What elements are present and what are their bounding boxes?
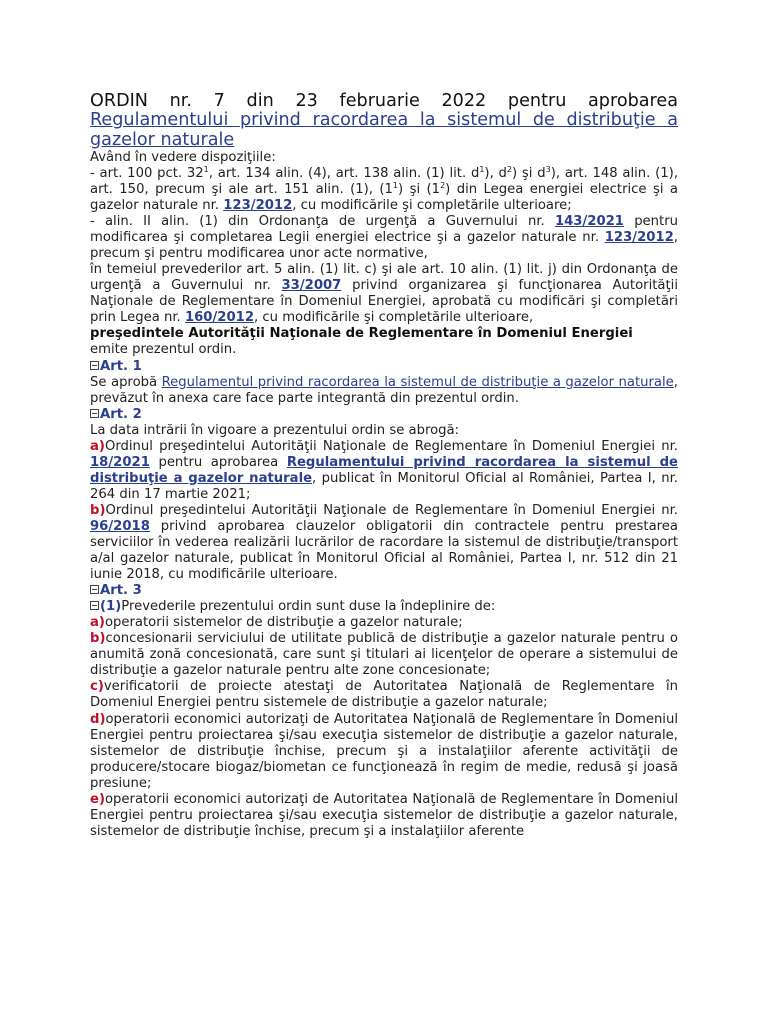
text-run: - alin. II alin. (1) din Ordonanţa de urgenţă a Guvernului nr. <box>90 214 555 230</box>
text-run: ) din Legea energiei electrice şi a gazelor naturale nr. <box>90 181 678 214</box>
issuer-line: preşedintele Autorităţii Naţionale de Reglementare în Domeniul Energiei <box>90 326 633 342</box>
article-2-item-a <box>90 439 678 503</box>
article-3-item <box>90 615 678 631</box>
text-run: , cu modificările şi completările ulterioare; <box>292 198 572 214</box>
document-body <box>90 92 678 840</box>
text-run: în temeiul prevederilor art. 5 alin. (1) lit. c) şi ale art. 10 alin. (1) lit. j) din Ordonanţa de urgenţă a Guvernului nr. <box>90 262 678 294</box>
law-160-2012-link[interactable]: 160/2012 <box>184 310 255 326</box>
law-123-2012-link[interactable]: 123/2012 <box>604 230 674 246</box>
title-main: ORDIN nr. 7 din 23 februarie 2022 pentru aprobarea <box>90 91 678 111</box>
law-123-2012-link[interactable]: 123/2012 <box>223 198 293 214</box>
article-3-item <box>90 792 678 840</box>
collapse-icon[interactable] <box>90 361 99 370</box>
item-letter: a) <box>90 438 105 454</box>
article-2-intro: La data intrării în vigoare a prezentului ordin se abrogă: <box>90 422 460 438</box>
preamble-paragraph-1 <box>90 166 678 214</box>
text-run: pentru modificarea şi completarea Legii energiei electrice şi a gazelor naturale nr. <box>90 214 678 246</box>
text-run: Ordinul preşedintelui Autorităţii Naţionale de Reglementare în Domeniul Energiei nr. <box>104 438 678 454</box>
superscript: 1 <box>479 164 485 174</box>
text-run: pentru aprobarea <box>149 454 287 470</box>
collapse-icon[interactable] <box>90 585 99 594</box>
text-run: privind aprobarea clauzelor obligatorii din contractele pentru prestarea serviciilor în vederea realizării lucrărilor de racordare la sistemul de distribuţie/transport a/al gazelor naturale, publicat în Monitorul Oficial al României, Partea I, nr. 512 din 21 iunie 2018, cu modificările ulterioare. <box>90 518 678 583</box>
text-run: ), art. 148 alin. (1), art. 150, precum şi ale art. 151 alin. (1), (1 <box>90 165 679 197</box>
article-3-heading <box>90 583 678 599</box>
order-18-2021-link[interactable]: 18/2021 <box>90 454 150 470</box>
article-3-item <box>90 631 678 679</box>
superscript: 2 <box>440 180 446 190</box>
superscript: 3 <box>545 164 551 174</box>
article-1-heading <box>90 359 678 375</box>
title-regulation-link[interactable]: Regulamentului privind racordarea la sistemul de distribuţie a gazelor naturale <box>90 110 678 150</box>
ordinance-33-2007-link[interactable]: 33/2007 <box>281 278 342 294</box>
text-run: , prevăzut în anexa care face parte integrantă din prezentul ordin. <box>90 374 678 406</box>
text-run: Ordinul preşedintelui Autorităţii Naţionale de Reglementare în Domeniul Energiei nr. <box>105 502 678 518</box>
text-run: , precum şi pentru modificarea unor acte normative, <box>90 230 678 262</box>
item-letter: c) <box>90 679 104 695</box>
item-letter: b) <box>90 631 106 647</box>
text-run: Se aprobă <box>90 374 162 390</box>
article-2-label: Art. 2 <box>100 406 142 422</box>
preamble-intro: Având în vedere dispoziţiile: <box>90 149 276 165</box>
text-run: ) şi d <box>512 165 546 181</box>
article-2-heading <box>90 407 678 423</box>
text-run: operatorii economici autorizaţi de Autoritatea Naţională de Reglementare în Domeniul Energiei pentru proiectarea şi/sau execuţia sistemelor de distribuţie a gazelor naturale, sistemelor de distribuţie închise, precum şi a instalaţiilor aferente activităţii de producere/stocare biogaz/biometan ce funcţionează în regim de medie, redusă şi joasă presiune; <box>90 711 678 791</box>
text-run: - art. 100 pct. 32 <box>90 165 204 181</box>
ordinance-143-2021-link[interactable]: 143/2021 <box>554 214 624 230</box>
superscript: 1 <box>392 180 398 190</box>
item-letter: a) <box>90 615 105 631</box>
superscript: 1 <box>203 164 209 174</box>
item-letter: b) <box>90 502 106 518</box>
article-3-item <box>90 712 678 792</box>
preamble-paragraph-2 <box>90 214 678 262</box>
article-3-alin-1 <box>90 599 678 615</box>
text-run: ), d <box>484 165 507 181</box>
text-run: , art. 134 alin. (4), art. 138 alin. (1) lit. d <box>208 165 480 181</box>
item-letter: e) <box>90 791 105 807</box>
article-1-text <box>90 375 678 407</box>
text-run: , cu modificările şi completările ulterioare, <box>254 310 534 326</box>
document-title <box>90 92 678 150</box>
alin-label: (1) <box>100 599 122 615</box>
preamble-paragraph-3 <box>90 262 678 326</box>
regulation-link[interactable]: Regulamentul privind racordarea la sistemul de distribuţie a gazelor naturale <box>161 374 674 390</box>
text-run: ) şi (1 <box>398 181 441 197</box>
text-run: privind organizarea şi funcţionarea Autorităţii Naţionale de Reglementare în Domeniul Energiei, aprobată cu modificări şi completări prin Legea nr. <box>90 278 678 326</box>
article-3-item <box>90 679 678 711</box>
order-96-2018-link[interactable]: 96/2018 <box>90 518 150 534</box>
text-run: , publicat în Monitorul Oficial al României, Partea I, nr. 264 din 17 martie 2021; <box>90 470 679 502</box>
article-2-item-b <box>90 503 678 583</box>
text-run: operatorii economici autorizaţi de Autoritatea Naţională de Reglementare în Domeniul Energiei pentru proiectarea şi/sau execuţia sistemelor de distribuţie a gazelor naturale, sistemelor de distribuţie închise, precum şi a instalaţiilor aferente <box>90 791 678 839</box>
superscript: 2 <box>506 164 512 174</box>
collapse-icon[interactable] <box>90 601 99 610</box>
issues-line: emite prezentul ordin. <box>90 342 237 358</box>
text-run: operatorii sistemelor de distribuţie a gazelor naturale; <box>104 615 463 631</box>
collapse-icon[interactable] <box>90 409 99 418</box>
article-3-label: Art. 3 <box>100 583 142 599</box>
regulation-2021-link[interactable]: Regulamentului privind racordarea la sistemul de distribuţie a gazelor naturale <box>90 454 678 486</box>
article-1-label: Art. 1 <box>100 358 142 374</box>
text-run: Prevederile prezentului ordin sunt duse la îndeplinire de: <box>121 599 496 615</box>
item-letter: d) <box>90 711 106 727</box>
text-run: verificatorii de proiecte atestaţi de Autoritatea Naţională de Reglementare în Domeniul Energiei pentru sistemele de distribuţie a gazelor naturale; <box>90 679 678 711</box>
text-run: concesionarii serviciului de utilitate publică de distribuţie a gazelor naturale pentru o anumită zonă concesionată, care sunt şi titulari ai licenţelor de operare a sistemului de distribuţie a gazelor naturale pentru alte zone concesionate; <box>90 631 678 679</box>
